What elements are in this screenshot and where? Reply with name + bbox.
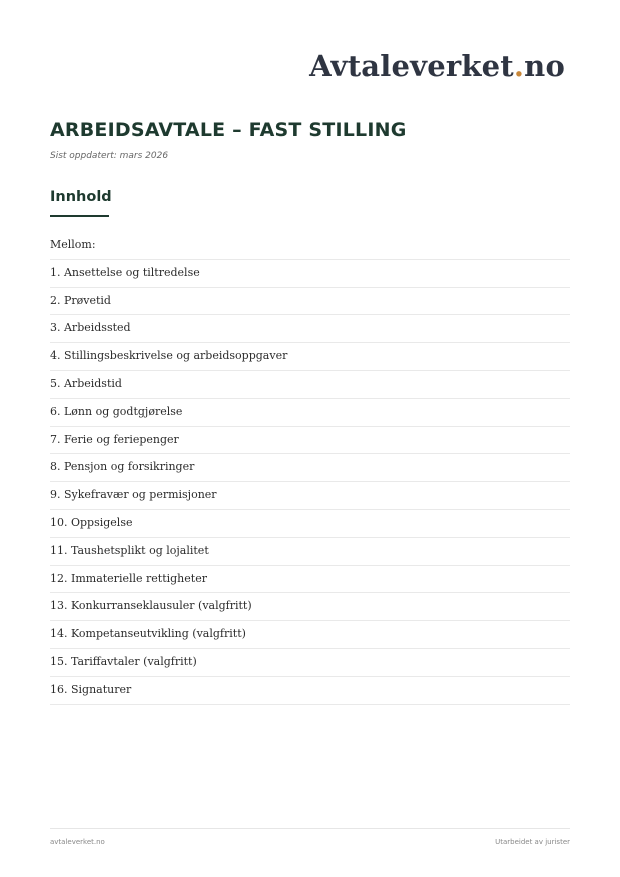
toc-item[interactable]: 6. Lønn og godtgjørelse xyxy=(50,399,570,427)
toc-item[interactable]: 3. Arbeidssted xyxy=(50,315,570,343)
toc-item[interactable]: 16. Signaturer xyxy=(50,677,570,705)
toc-item[interactable]: 13. Konkurranseklausuler (valgfritt) xyxy=(50,593,570,621)
toc-item[interactable]: 10. Oppsigelse xyxy=(50,510,570,538)
toc-item[interactable]: 15. Tariffavtaler (valgfritt) xyxy=(50,649,570,677)
toc-item[interactable]: 12. Immaterielle rettigheter xyxy=(50,566,570,594)
toc-item[interactable]: 9. Sykefravær og permisjoner xyxy=(50,482,570,510)
toc-heading: Innhold xyxy=(50,189,112,205)
document-title: ARBEIDSAVTALE – FAST STILLING xyxy=(50,119,407,141)
toc-item[interactable]: 5. Arbeidstid xyxy=(50,371,570,399)
toc-item[interactable]: Mellom: xyxy=(50,232,570,260)
last-updated-text: Sist oppdatert: mars 2026 xyxy=(50,151,169,161)
toc-item[interactable]: 8. Pensjon og forsikringer xyxy=(50,454,570,482)
toc-item[interactable]: 4. Stillingsbeskrivelse og arbeidsoppgaver xyxy=(50,343,570,371)
logo-name: Avtaleverket xyxy=(309,49,514,83)
toc-heading-underline xyxy=(50,215,109,217)
logo-tld: no xyxy=(524,49,565,83)
footer-credit: Utarbeidet av jurister xyxy=(495,838,570,846)
toc-item[interactable]: 2. Prøvetid xyxy=(50,288,570,316)
toc-item[interactable]: 14. Kompetanseutvikling (valgfritt) xyxy=(50,621,570,649)
brand-logo[interactable] xyxy=(309,49,565,83)
logo-dot: . xyxy=(513,49,525,83)
toc-item[interactable]: 11. Taushetsplikt og lojalitet xyxy=(50,538,570,566)
footer-divider xyxy=(50,828,570,829)
toc-item[interactable]: 1. Ansettelse og tiltredelse xyxy=(50,260,570,288)
table-of-contents xyxy=(50,232,570,705)
toc-item[interactable]: 7. Ferie og feriepenger xyxy=(50,427,570,455)
footer-website[interactable]: avtaleverket.no xyxy=(50,838,105,846)
